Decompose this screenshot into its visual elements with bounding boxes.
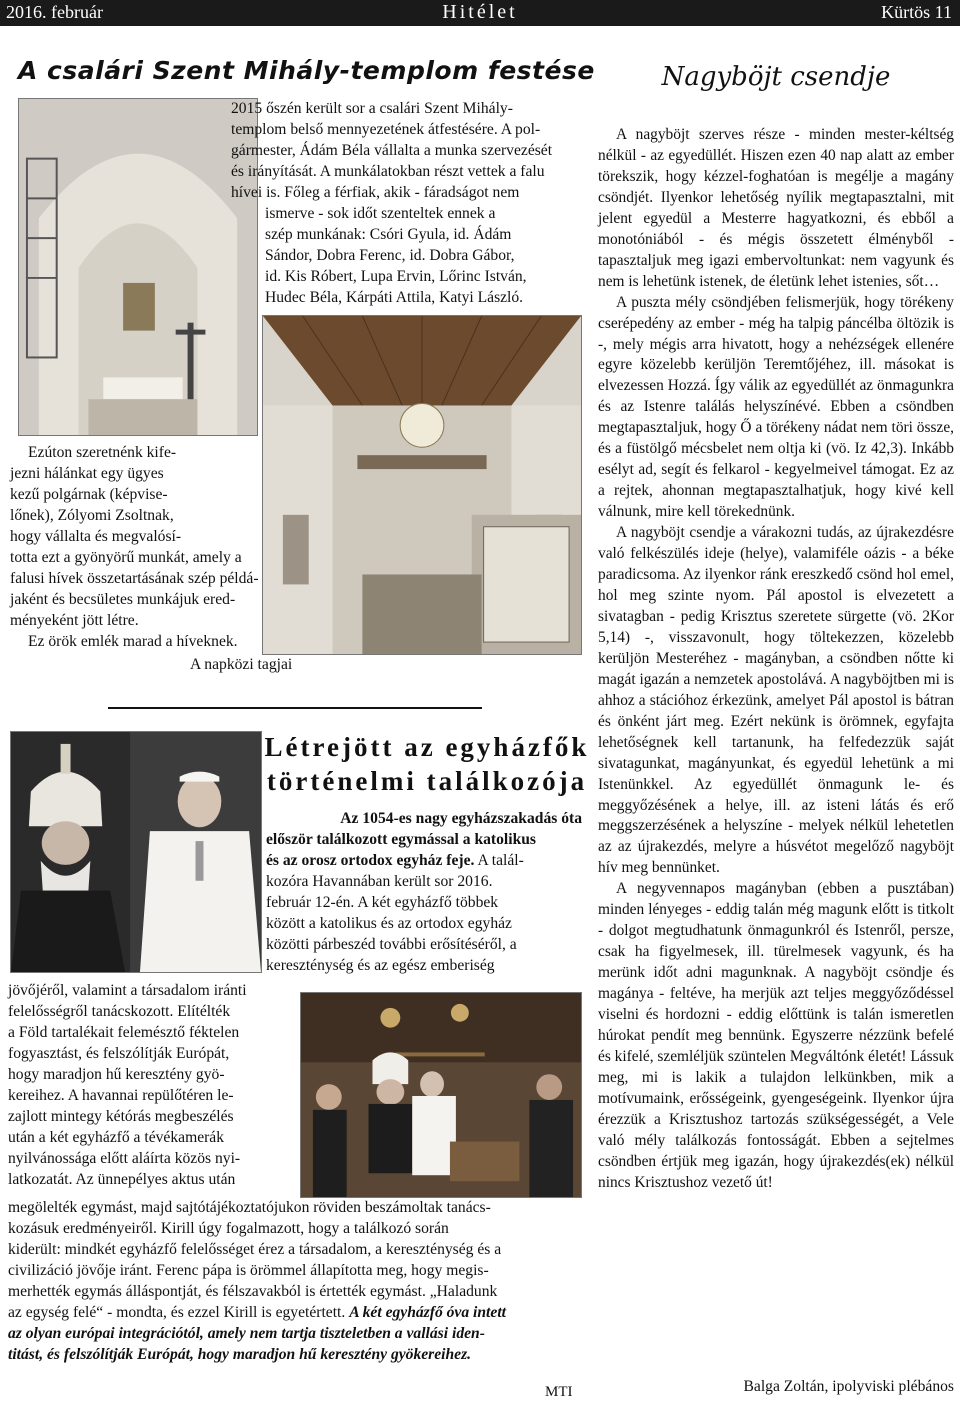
body-line: latkozatát. Az ünnepélyes aktus után: [8, 1171, 236, 1188]
article3-body: [598, 125, 954, 1194]
closing-line: Ez örök emlék marad a híveknek.: [28, 633, 238, 650]
paragraph: A negyvennapos magányban (ebben a pusztában) minden lényeges - eddig talán még magunk előtt is titkolt - dolgot megtudhatunk önmagunkról és Istenről, persze, csak ha figyelmesek, ill. türelmesek vagyunk, és ha merünk időt adni magunknak. A nagyböjt csöndje és magánya - feltéve, ha merjük azt teljes meggyőződéssel viselni és hordozni - eddig előttünk is talán ismeretlen húrokat pendít meg bennünk. Egyszerre nézzünk befelé és kifelé, szemléljük szüntelen Megváltónk életét! Lássuk meg, mi is lakik a tulajdon lelkünkben, mik a motívumaink, erősségeink, gyengeségeink. Ilyenkor újra érezzük a Krisztushoz tartozás szükségességét, a Vele való mély találkozás fontosságát. Ebben a sejtelmes csöndben értjük meg igazán, hogy újrakezdés(ek) nélkül nincs Krisztushoz vezető út!: [598, 880, 955, 1191]
article2-bottom: [8, 1197, 582, 1365]
italic-emphasis: A két egyházfő óva intett: [349, 1304, 506, 1321]
body-line: február 12-én. A két egyházfő többek: [266, 894, 499, 911]
intro-line: és irányítását. A munkálatokban részt vettek a falu: [231, 163, 545, 180]
paragraph: A nagyböjt szerves része - minden mester-kéltség nélkül - az egyedüllét. Hiszen ezen 40 nap alatt az ember törekszik, hogy kézzel-foghatóan is megélje a magány csöndjét. Ilyenkor lehetőség nyílik megtapasztalni, mit jelent egyedül a Mesterre hagyatkozni, és ebből a monotóniából - és mégis összetett élményből - tapasztaljuk meg igazi embervoltunkat: nem vagyunk és nem is lehetünk istenek, de életünk lehet istenies, sőt…: [598, 126, 954, 290]
thanks-line: Ezúton szeretnénk kife-: [28, 444, 177, 461]
page-number: Kürtös 11: [881, 2, 952, 22]
paragraph: A nagyböjt csendje a várakozni tudás, az újrakezdésre való felkészülés ideje (helye), valamiféle oázis - a béke paradicsoma. Az ilyenkor ránk ereszkedő csönd hol emel, hol meg szinte nyom. Pál apostol is elvezetett a sivatagban - pedig Krisztus szeretete sürgette (vö. 2Kor 5,14) -, visszavonult, hogy töltekezzen, közelebb kerüljön Mesteréhez - magányban, a csöndben nőtte ki magát igazán a nemzetek apostolává. A nagyböjtben mi is ahhoz a stációhoz érkezünk, amelyet Pál apostol is bátran és önként járt meg. Ezért nekünk is örömnek, egyfajta lehetőségnek kell tartanunk, ha felfedezzük saját sivatagunkat, magányunkat, és egyedül lehetünk a mi Istenünkkel. Az egyedüllét önmagunk le- és meggyőzésének a helye, ill. az isteni látás és erő meggszerzésének a helyszíne - melyek nélkül lehetetlen az az újrakezdés, melyre a húsvétot megelőző nagyböjt hív meg bennünket.: [598, 524, 955, 877]
article-title: A csalári Szent Mihály-templom festése: [18, 56, 595, 85]
body-line: zajlott mintegy kétórás megbeszélés: [8, 1108, 234, 1125]
body-line: közötti párbeszéd további erősítéséről, a: [266, 936, 517, 953]
lead-line: Az 1054-es nagy egyházszakadás óta: [340, 810, 582, 827]
headline-line: történelmi találkozója: [266, 766, 588, 796]
body-line: kozóra Havannában került sor 2016.: [266, 873, 493, 890]
body-line: kozásuk eredményeiről. Kirill úgy fogalmazott, hogy a találkozó során: [8, 1220, 449, 1237]
article1-signature: A napközi tagjai: [190, 656, 293, 673]
body-line: fogyasztást, és felszólítják Európát,: [8, 1045, 230, 1062]
church-altar-photo: [18, 98, 258, 436]
body-line: civilizáció jövője iránt. Ferenc pápa is örömmel állapította meg, hogy megis-: [8, 1262, 489, 1279]
article2-source: MTI: [545, 1384, 573, 1400]
headline-line: Létrejött az egyházfők: [264, 732, 590, 762]
body-line: hogy maradjon hű keresztény gyö-: [8, 1066, 225, 1083]
body-line: kereszténység és az egész emberiség: [266, 957, 495, 974]
article2-lead: [266, 808, 582, 976]
lead-line: és az orosz ortodox egyház feje.: [266, 852, 475, 869]
article1-thanks-wide: [10, 547, 310, 652]
volunteers-line: ismerve - sok időt szenteltek ennek a: [265, 205, 496, 222]
body-line: kiderült: mindkét egyházfő felelősséget érez a társadalom, a kereszténység és a: [8, 1241, 502, 1258]
patriarch-pope-photo: [10, 731, 262, 973]
thanks-line: totta ezt a gyönyörű munkát, amely a: [10, 549, 242, 566]
body-line: között a katolikus és az ortodox egyház: [266, 915, 512, 932]
thanks-line: jezni hálánkat egy ügyes: [10, 465, 164, 482]
intro-line: 2015 őszén került sor a csalári Szent Mihály-: [231, 100, 513, 117]
page-header: [0, 0, 960, 26]
article3-signature: Balga Zoltán, ipolyviski plébános: [743, 1378, 954, 1395]
body-line: felelősségről tanácskozott. Elítélték: [8, 1003, 231, 1020]
volunteers-line: Sándor, Dobra Ferenc, id. Dobra Gábor,: [265, 247, 515, 264]
thanks-line: lőnek), Zólyomi Zsoltnak,: [10, 507, 174, 524]
intro-line: gármester, Ádám Béla vállalta a munka szervezését: [231, 142, 553, 159]
article2-left-column: [8, 980, 288, 1190]
body-line: jövőjéről, valamint a társadalom iránti: [8, 982, 247, 999]
thanks-line: kezű polgárnak (képvise-: [10, 486, 168, 503]
article1-intro: [231, 98, 581, 203]
section-title: Hitélet: [442, 1, 518, 23]
meeting-photo: [300, 992, 582, 1198]
volunteers-line: Hudec Béla, Kárpáti Attila, Katyi László.: [265, 289, 524, 306]
volunteers-line: szép munkának: Csóri Gyula, id. Ádám: [265, 226, 512, 243]
paragraph: A puszta mély csöndjében felismerjük, hogy törékeny cserépedény az ember - még ha talpig páncélba öltözik is -, mely mégis arra hivatott, hogy a nehézségek ellenére egyre közelebb kerüljön Teremtőjéhez, ill. másokat is elvezessen Hozzá. Így válik az egyedüllét az önmagunkra és az Istenre találás helyszínévé. Ebben a csöndben megtapasztaljuk, hogy Ő a törékeny nádat nem töri össze, és a füstölgő mécsbelet nem oltja ki (vö. Iz 42,3). Inkább esélyt ad, segít és felkarol - kegyelmeivel támogat. Ez az a rejtek, ahonnan megtapasztalhatjuk, hogy kivé kell válnunk, mire kell törekednünk.: [598, 293, 954, 521]
thanks-line: jaként és becsületes munkájuk ered-: [10, 591, 236, 608]
intro-line: hívei is. Főleg a férfiak, akik - fáradságot nem: [231, 184, 520, 201]
article2-title: [262, 730, 592, 798]
thanks-line: hogy vállalta és megvalósí-: [10, 528, 182, 545]
body-line: nyilvánossága előtt aláírta közös nyi-: [8, 1150, 241, 1167]
article3-title: Nagyböjt csendje: [661, 62, 891, 92]
body-line: az egység felé“ - mondta, és ezzel Kirill is egyetértett.: [8, 1304, 346, 1321]
thanks-line: falusi hívek összetartásának szép példá-: [10, 570, 259, 587]
italic-line: az olyan európai integrációtól, amely nem tartja tiszteletben a vallási iden-: [8, 1325, 485, 1342]
article1-thanks-narrow: [10, 442, 258, 547]
body-line: után a két egyházfő a tévékamerák: [8, 1129, 225, 1146]
italic-line: titást, és felszólítják Európát, hogy maradjon hű keresztény gyökereihez.: [8, 1346, 472, 1363]
body-line: merhették egymás álláspontját, és félszavakból is értették egymást. „Haladunk: [8, 1283, 498, 1300]
section-divider: [108, 707, 482, 709]
lead-line: először találkozott egymással a katolikus: [266, 831, 536, 848]
lead-line-rest: A talál-: [477, 852, 524, 869]
body-line: megölelték egymást, majd sajtótájékoztatójukon röviden beszámoltak tanács-: [8, 1199, 491, 1216]
intro-line: templom belső mennyezetének átfestésére. A pol-: [231, 121, 541, 138]
body-line: kereihez. A havannai repülőtéren le-: [8, 1087, 234, 1104]
volunteers-line: id. Kis Róbert, Lupa Ervin, Lőrinc István,: [265, 268, 527, 285]
thanks-line: ményeként jött létre.: [10, 612, 139, 629]
church-interior-photo: [262, 315, 582, 655]
article1-volunteers: [265, 203, 583, 308]
issue-date: 2016. február: [6, 2, 103, 22]
body-line: a Föld tartalékait felemésztő féktelen: [8, 1024, 240, 1041]
